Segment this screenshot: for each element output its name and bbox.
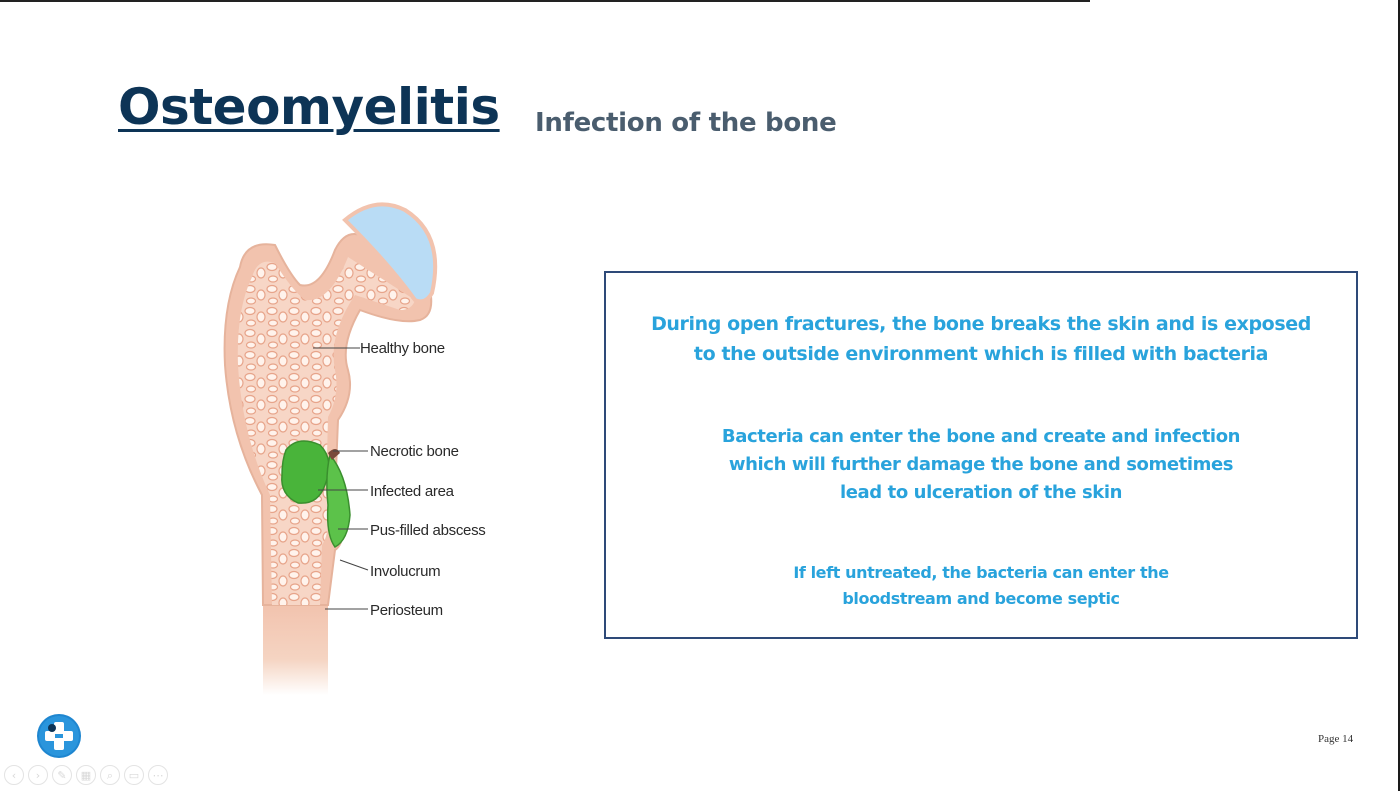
zoom-icon[interactable]: ⌕ [100, 765, 120, 785]
femur-illustration [200, 195, 530, 705]
text-line: If left untreated, the bacteria can enter the [793, 563, 1169, 582]
pen-icon[interactable]: ✎ [52, 765, 72, 785]
page-number: Page 14 [1318, 733, 1354, 745]
previous-icon[interactable]: ‹ [4, 765, 24, 785]
text-line: lead to ulceration of the skin [839, 482, 1123, 503]
slides-icon[interactable]: ▦ [76, 765, 96, 785]
presentation-controls [4, 765, 168, 785]
label-healthy-bone: Healthy bone [360, 340, 445, 357]
label-necrotic-bone: Necrotic bone [370, 443, 459, 460]
info-box [604, 271, 1358, 639]
screen-icon[interactable]: ▭ [124, 765, 144, 785]
bone-diagram [200, 195, 530, 705]
text-line: to the outside environment which is filled with bacteria [693, 343, 1269, 365]
label-pus-filled-abscess: Pus-filled abscess [370, 522, 486, 539]
slide-subtitle: Infection of the bone [535, 108, 837, 138]
top-border [0, 0, 1090, 2]
medical-logo-icon [36, 713, 82, 759]
paragraph-septic [606, 560, 1356, 612]
paragraph-bacteria-entry [606, 423, 1356, 507]
text-line: During open fractures, the bone breaks the skin and is exposed [651, 313, 1311, 335]
more-icon[interactable]: ⋯ [148, 765, 168, 785]
slide-title: Osteomyelitis [118, 78, 500, 136]
label-infected-area: Infected area [370, 483, 454, 500]
text-line: bloodstream and become septic [842, 589, 1120, 608]
text-line: Bacteria can enter the bone and create and infection [721, 426, 1241, 447]
next-icon[interactable]: › [28, 765, 48, 785]
paragraph-open-fractures [606, 309, 1356, 369]
label-involucrum: Involucrum [370, 563, 441, 580]
text-line: which will further damage the bone and sometimes [728, 454, 1234, 475]
label-periosteum: Periosteum [370, 602, 443, 619]
